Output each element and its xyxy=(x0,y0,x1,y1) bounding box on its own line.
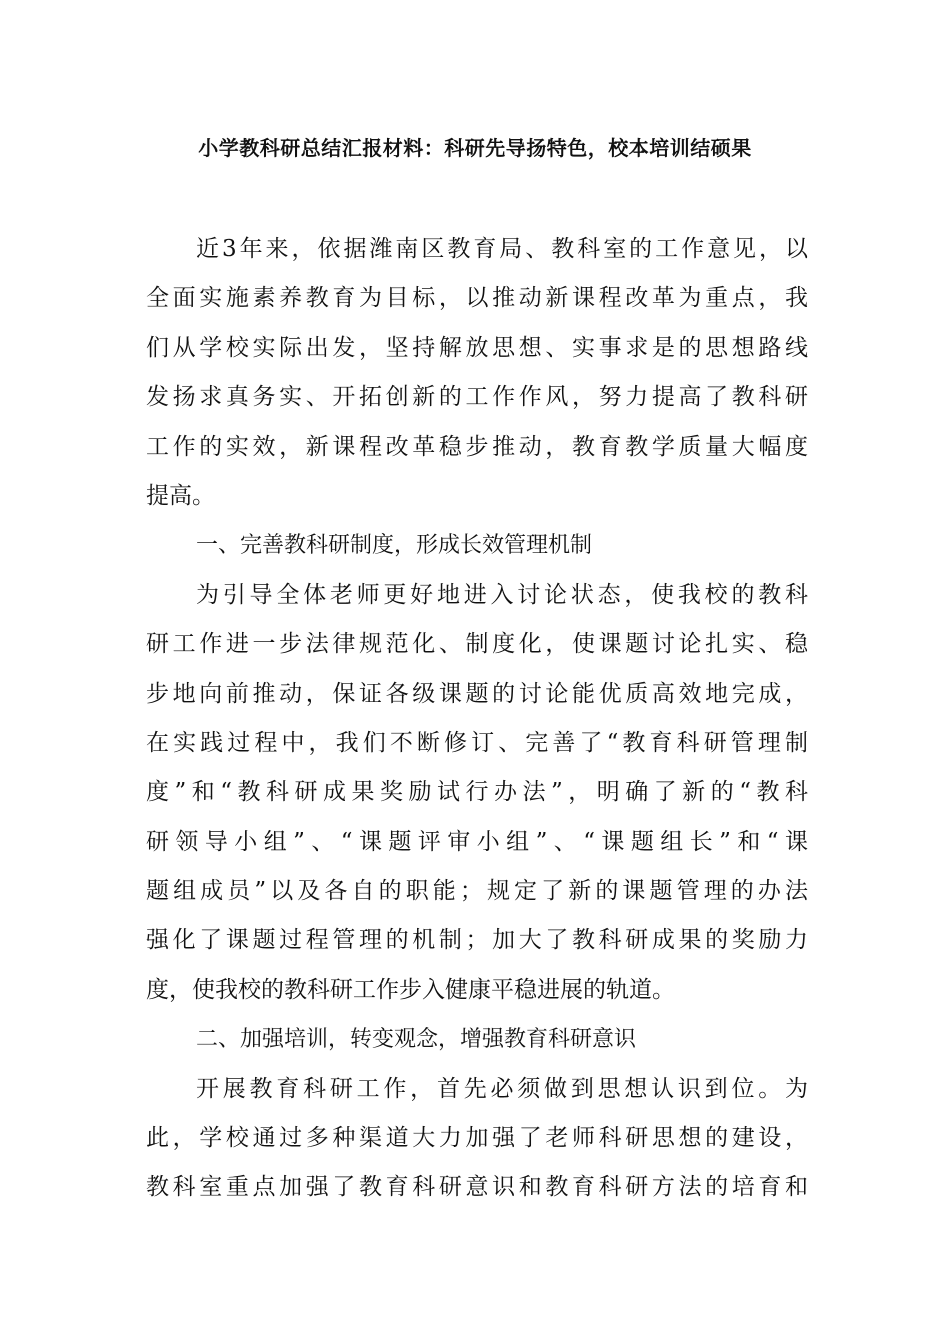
paragraph-line: 在实践过程中，我们不断修订、完善了“教育科研管理制 xyxy=(146,729,808,756)
paragraph-line: 度”和“教科研成果奖励试行办法”，明确了新的“教科 xyxy=(146,779,808,806)
paragraph-line: 度，使我校的教科研工作步入健康平稳进展的轨道。 xyxy=(146,976,675,1003)
paragraph-line: 们从学校实际出发，坚持解放思想、实事求是的思想路线 xyxy=(146,334,808,361)
paragraph-line: 步地向前推动，保证各级课题的讨论能优质高效地完成， xyxy=(146,680,808,707)
paragraph-line: 研工作进一步法律规范化、制度化，使课题讨论扎实、稳 xyxy=(146,631,808,658)
paragraph-line: 开展教育科研工作，首先必须做到思想认识到位。为 xyxy=(196,1075,808,1102)
paragraph-line: 全面实施素养教育为目标，以推动新课程改革为重点，我 xyxy=(146,285,808,312)
paragraph-line: 研领导小组”、“课题评审小组”、“课题组长”和“课 xyxy=(146,828,808,855)
document-title: 小学教科研总结汇报材料：科研先导扬特色，校本培训结硕果 xyxy=(198,136,752,160)
document-body xyxy=(146,225,808,1213)
paragraph-line: 近3年来，依据潍南区教育局、教科室的工作意见，以 xyxy=(196,236,808,262)
paragraph-line: 工作的实效，新课程改革稳步推动，教育教学质量大幅度 xyxy=(146,433,808,460)
paragraph-line: 发扬求真务实、开拓创新的工作作风，努力提高了教科研 xyxy=(146,384,808,411)
paragraph-line: 提高。 xyxy=(146,482,215,509)
paragraph-line: 题组成员”以及各自的职能；规定了新的课题管理的办法 xyxy=(146,878,808,905)
section-heading: 一、完善教科研制度，形成长效管理机制 xyxy=(196,533,593,559)
paragraph-line: 强化了课题过程管理的机制；加大了教科研成果的奖励力 xyxy=(146,927,808,954)
paragraph-line: 教科室重点加强了教育科研意识和教育科研方法的培育和 xyxy=(146,1174,808,1201)
paragraph-line: 此，学校通过多种渠道大力加强了老师科研思想的建设， xyxy=(146,1125,808,1152)
section-heading: 二、加强培训，转变观念，增强教育科研意识 xyxy=(196,1027,637,1053)
paragraph-line: 为引导全体老师更好地进入讨论状态，使我校的教科 xyxy=(196,581,808,608)
